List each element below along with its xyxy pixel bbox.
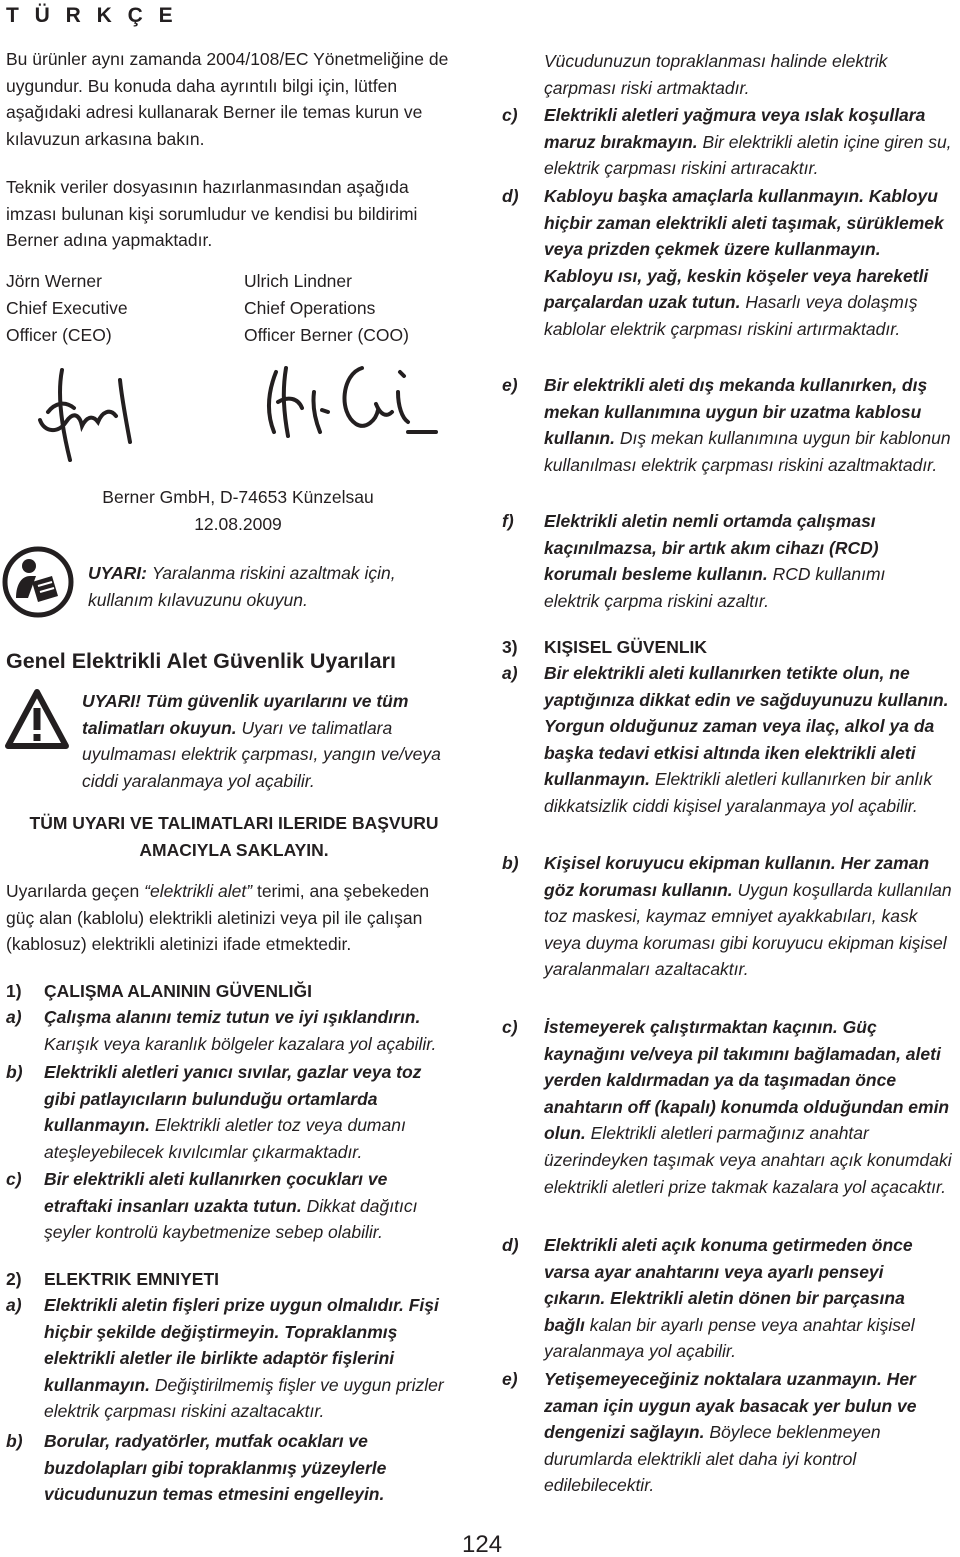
item-text: Değiştirilmemiş fişler ve uygun prizler elektrik çarpması riskini azaltacaktır. [44, 1374, 444, 1422]
item-label: e) [502, 1369, 518, 1389]
read-manual-icon [2, 546, 74, 618]
save-instructions-line: AMACIYLA SAKLAYIN. [139, 840, 329, 860]
item-bold: İstemeyerek çalıştırmaktan kaçının. Güç kaynağını ve/veya pil takımını bağlamadan, aleti yerden kaldırmadan ya da taşımadan önce anahtarın off (kapalı) konumda olduğundan emin olun. [544, 1017, 950, 1144]
item-label: c) [502, 105, 518, 125]
item-bold: Borular, radyatörler, mutfak ocakları ve buzdolapları gibi topraklanmış yüzeylerle vücudunuzun temas etmesini engelleyin. [44, 1431, 387, 1505]
item-label: a) [502, 663, 518, 683]
signatory-role: Officer Berner (COO) [244, 325, 409, 345]
signature-ceo [30, 360, 150, 470]
item-text: Hasarlı veya dolaşmış kablolar elektrik çarpması riskini artırmaktadır. [544, 292, 918, 339]
manual-warning [88, 560, 458, 613]
item-text: RCD kullanımı elektrik çarpma riskini azaltır. [544, 564, 886, 611]
item-text: Dikkat dağıtıcı şeyler kontrolü kaybetmenize sebep olabilir. [44, 1195, 418, 1243]
signatory-ceo [6, 268, 226, 349]
definition-text: terimi, ana şebekeden güç alan (kablolu) elektrikli aletinizi veya pil ile çalışan (kablosuz) elektrikli aletinizi ifade etmektedir. [6, 881, 430, 955]
manual-warning-label: UYARI: [88, 563, 147, 583]
general-warning-text: Uyarı ve talimatlara uyulmaması elektrik çarpması, yangın ve/veya ciddi yaralanmaya yol açabilir. [82, 717, 441, 791]
general-warning [82, 688, 462, 794]
save-instructions-line: TÜM UYARI VE TALIMATLARI ILERIDE BAŞVURU [29, 813, 439, 833]
section-2-number: 2) [6, 1269, 22, 1289]
item-bold: Çalışma alanını temiz tutun ve iyi ışıklandırın. [44, 1007, 421, 1027]
section-2-title: ELEKTRIK EMNIYETI [44, 1269, 220, 1289]
item-text: Dış mekan kullanımına uygun bir kablonun kullanılması elektrik çarpması riskini azaltmaktadır. [544, 428, 951, 475]
section-3-number: 3) [502, 637, 518, 657]
item-text: Böylece beklenmeyen durumlarda elektrikli alet daha iyi kontrol edilebilecektir. [544, 1422, 881, 1496]
item-bold: Elektrikli aleti açık konuma getirmeden önce varsa ayar anahtarını veya ayarlı penseyi çıkarın. Elektrikli aletin dönen bir parçasına bağlı [544, 1235, 913, 1335]
definition-paragraph [6, 878, 461, 958]
item-label: b) [6, 1062, 23, 1082]
definition-text: Uyarılarda geçen [6, 881, 145, 901]
item-text: kalan bir ayarlı pense veya anahtar kişisel yaralanmaya yol açabilir. [544, 1314, 915, 1362]
signatory-coo [244, 268, 474, 349]
signatory-name: Ulrich Lindner [244, 271, 352, 291]
item-label: e) [502, 375, 518, 395]
item-bold: Kabloyu başka amaçlarla kullanmayın. Kabloyu hiçbir zaman elektrikli aleti taşımak, sürüklemek veya prizden çekmek üzere kullanmayın. Kabloyu ısı, yağ, keskin köşeler veya hareketli parçalardan uzak tutun. [544, 186, 944, 313]
manual-warning-text: Yaralanma riskini azaltmak için, kullanım kılavuzunu okuyun. [88, 563, 396, 610]
item-bold: Kişisel koruyucu ekipman kullanın. Her zaman göz koruması kullanın. [544, 853, 930, 900]
item-text: Bir elektrikli aletin içine giren su, elektrik çarpması riskini artıracaktır. [544, 131, 952, 179]
item-label: f) [502, 511, 514, 531]
item-bold: Elektrikli aletin fişleri prize uygun olmalıdır. Fişi hiçbir şekilde değiştirmeyin. Topraklanmış elektrikli aletler ile birlikte adaptör fişlerini kullanmayın. [44, 1295, 439, 1395]
continued-text: Vücudunuzun topraklanması halinde elektrik çarpması riski artmaktadır. [544, 51, 888, 98]
item-label: c) [6, 1169, 22, 1189]
company-date: 12.08.2009 [194, 514, 282, 534]
item-bold: Bir elektrikli aleti kullanırken tetikte olun, ne yaptığınıza dikkat edin ve sağduyunuzu kullanın. Yorgun olduğunuz zaman veya ilaç, alkol ya da başka tedavi etkisi altında iken elektrikli aleti kullanmayın. [544, 663, 949, 790]
item-bold: Bir elektrikli aleti kullanırken çocukları ve etraftaki insanları uzakta tutun. [44, 1169, 388, 1216]
section-1-title: ÇALIŞMA ALANININ GÜVENLIĞI [44, 981, 313, 1001]
intro-paragraph-1: Bu ürünler aynı zamanda 2004/108/EC Yönetmeliğine de uygundur. Bu konuda daha ayrıntılı bilgi için, lütfen aşağıdaki adresi kullanarak Berner ile temas kurun ve kılavuzun arkasına bakın. [6, 49, 449, 149]
item-label: c) [502, 1017, 518, 1037]
signature-coo [258, 352, 443, 452]
item-bold: Yetişemeyeceğiniz noktalara uzanmayın. Her zaman için uygun ayak basacak yer bulun ve dengenizi sağlayın. [544, 1369, 917, 1443]
item-label: a) [6, 1295, 22, 1315]
definition-term: “elektrikli alet” [144, 881, 253, 901]
section-1-number: 1) [6, 981, 22, 1001]
page-number: 124 [462, 1531, 503, 1557]
signatory-role: Chief Executive [6, 298, 128, 318]
item-text: Karışık veya karanlık bölgeler kazalara yol açabilir. [44, 1033, 437, 1054]
section-3-title: KIŞISEL GÜVENLIK [544, 637, 708, 657]
item-label: b) [502, 853, 519, 873]
signatory-name: Jörn Werner [6, 271, 102, 291]
item-label: a) [6, 1007, 22, 1027]
section-heading: Genel Elektrikli Alet Güvenlik Uyarıları [6, 649, 396, 673]
item-label: d) [502, 186, 519, 206]
warning-triangle-icon [4, 688, 70, 750]
item-text: Uygun koşullarda kullanılan toz maskesi, kaymaz emniyet ayakkabıları, kask veya duyma koruması gibi koruyucu ekipman kişisel yaralanmaları azaltacaktır. [544, 879, 952, 980]
item-label: d) [502, 1235, 519, 1255]
item-label: b) [6, 1431, 23, 1451]
signatory-role: Chief Operations [244, 298, 376, 318]
item-text: Elektrikli aletleri parmağınız anahtar üzerindeyken taşımak veya anahtarı açık konumdaki elektrikli aletleri prize takmak kazalara yol açacaktır. [544, 1123, 952, 1197]
save-instructions [14, 810, 454, 864]
intro-paragraph-2: Teknik veriler dosyasının hazırlanmasından aşağıda imzası bulunan kişi sorumludur ve kendisi bu bildirimi Berner adına yapmaktadır. [6, 177, 418, 251]
company-address: Berner GmbH, D-74653 Künzelsau [102, 487, 374, 507]
item-text: Elektrikli aletler toz veya dumanı ateşleyebilecek kıvılcımlar çıkarmaktadır. [44, 1115, 406, 1162]
item-bold: Elektrikli aletleri yağmura veya ıslak koşullara maruz bırakmayın. [544, 105, 926, 152]
item-text: Elektrikli aletleri kullanırken bir anlık dikkatsizlik ciddi kişisel yaralanmaya yol açabilir. [544, 769, 933, 816]
item-bold: Bir elektrikli aleti dış mekanda kullanırken, dış mekan kullanımına uygun bir uzatma kablosu kullanın. [544, 375, 928, 449]
general-warning-bold: UYARI! Tüm güvenlik uyarılarını ve tüm talimatları okuyun. [82, 691, 409, 738]
page-title: T Ü R K Ç E [6, 4, 178, 27]
item-bold: Elektrikli aletin nemli ortamda çalışması kaçınılmazsa, bir artık akım cihazı (RCD) korumalı besleme kullanın. [544, 511, 879, 585]
company-block [88, 484, 388, 538]
item-bold: Elektrikli aletleri yanıcı sıvılar, gazlar veya toz gibi patlayıcıların bulunduğu ortamlarda kullanmayın. [44, 1062, 422, 1136]
signatory-role: Officer (CEO) [6, 325, 112, 345]
